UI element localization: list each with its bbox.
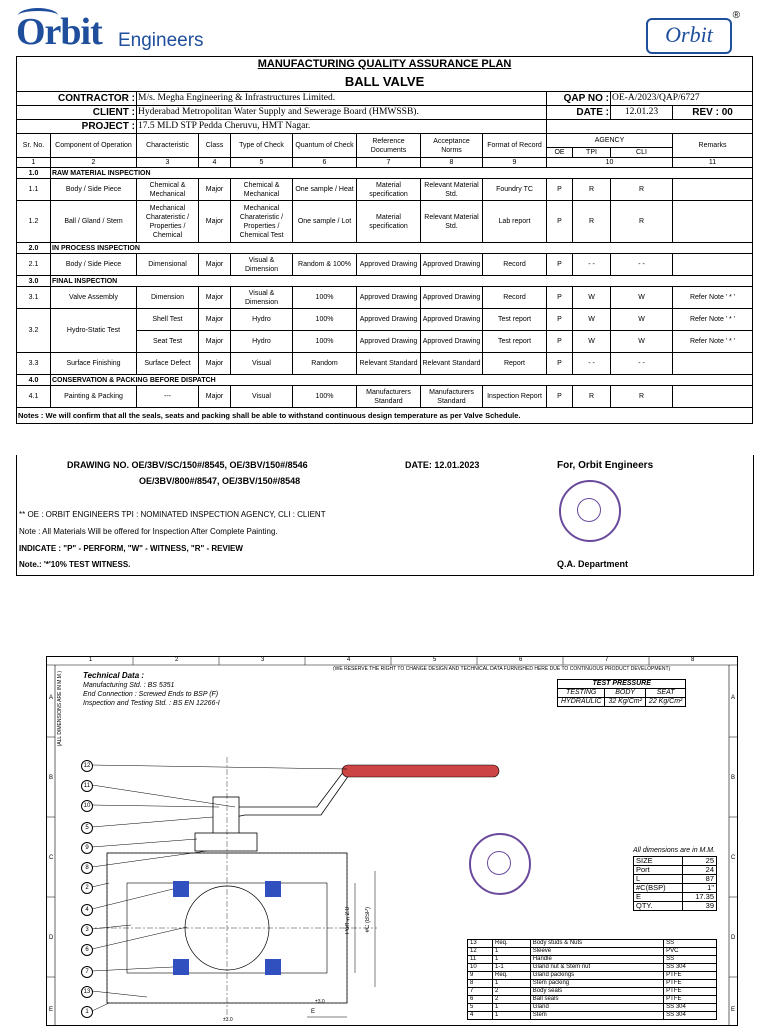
table-cell: Relevant Material Std. xyxy=(421,179,483,201)
table-cell: P xyxy=(547,309,573,331)
table-cell: 2.1 xyxy=(17,254,51,276)
table-cell: P xyxy=(547,254,573,276)
table-cell xyxy=(547,120,753,134)
table-cell: Manufacturers Standard xyxy=(421,386,483,408)
col-header: Component of Operation xyxy=(51,134,137,158)
table-cell: Major xyxy=(199,309,231,331)
table-cell: W xyxy=(573,287,611,309)
bill-of-materials xyxy=(467,939,717,1020)
table-cell: 25 xyxy=(683,857,717,866)
table-cell: Major xyxy=(199,179,231,201)
for-orbit: For, Orbit Engineers xyxy=(557,460,654,471)
table-cell: QTY. xyxy=(634,902,683,911)
part-callout: 6 xyxy=(81,944,93,956)
grid-label: 6 xyxy=(519,657,523,663)
date-value: 12.01.23 xyxy=(611,106,673,120)
table-cell: Body seals xyxy=(530,988,663,996)
table-cell: Test report xyxy=(483,331,547,353)
table-cell: Ball seals xyxy=(530,996,663,1004)
table-cell: Hydro-Static Test xyxy=(51,309,137,353)
l-tolerance: ±3.0 xyxy=(223,1017,233,1023)
table-cell: 32 Kg/Cm² xyxy=(605,698,645,707)
grid-label: D xyxy=(49,935,54,941)
part-callout: 8 xyxy=(81,862,93,874)
table-cell: 4.1 xyxy=(17,386,51,408)
table-cell: 87 xyxy=(683,875,717,884)
table-cell: 5 xyxy=(468,1004,493,1012)
table-cell: Relevant Material Std. xyxy=(421,201,483,243)
table-cell: Dimensional xyxy=(137,254,199,276)
col-number: 9 xyxy=(483,158,547,168)
table-cell: Major xyxy=(199,287,231,309)
rev-value: REV : 00 xyxy=(673,106,753,120)
table-cell: 100% xyxy=(293,331,357,353)
col-number: 6 xyxy=(293,158,357,168)
table-cell: --- xyxy=(137,386,199,408)
section-no: 3.0 xyxy=(17,276,51,287)
table-cell: P xyxy=(547,386,573,408)
part-callout: 13 xyxy=(81,986,93,998)
table-cell: 24 xyxy=(683,866,717,875)
table-cell: R xyxy=(611,179,673,201)
table-cell: R xyxy=(611,201,673,243)
date-label: DATE : xyxy=(547,106,611,120)
table-cell: Visual & Dimension xyxy=(231,254,293,276)
contractor-label: CONTRACTOR : xyxy=(17,92,137,106)
table-row xyxy=(17,179,753,201)
orbit-badge-logo: Orbit xyxy=(646,18,732,54)
orbit-stamp-drawing xyxy=(469,833,531,895)
table-cell: Hydro xyxy=(231,331,293,353)
col-header: Format of Record xyxy=(483,134,547,158)
tech-line: Manufacturing Std. : BS 5351 xyxy=(83,682,175,689)
table-cell: Approved Drawing xyxy=(357,287,421,309)
table-cell: 3.3 xyxy=(17,353,51,375)
table-cell: Major xyxy=(199,353,231,375)
col-number: 4 xyxy=(199,158,231,168)
table-cell: 1.2 xyxy=(17,201,51,243)
grid-label: C xyxy=(49,855,54,861)
table-cell: PTFE xyxy=(664,980,717,988)
table-cell: 17.35 xyxy=(683,893,717,902)
table-cell: - - xyxy=(573,353,611,375)
grid-label: B xyxy=(49,775,54,781)
table-cell: 2 xyxy=(492,988,530,996)
registered-mark: ® xyxy=(732,10,740,21)
table-cell: Ball / Gland / Stem xyxy=(51,201,137,243)
grid-label: A xyxy=(731,695,736,701)
table-cell: W xyxy=(611,287,673,309)
port-dim-label: Port ±2.0 xyxy=(345,907,351,935)
col-number: 7 xyxy=(357,158,421,168)
table-cell: L xyxy=(634,875,683,884)
abbreviations: ** OE : ORBIT ENGINEERS TPI : NOMINATED INSPECTION AGENCY, CLI : CLIENT xyxy=(19,510,326,519)
table-cell: 10 xyxy=(468,964,493,972)
table-cell: 8 xyxy=(468,980,493,988)
table-cell: Manufacturers Standard xyxy=(357,386,421,408)
table-cell: - - xyxy=(611,254,673,276)
table-cell: #C(BSP) xyxy=(634,884,683,893)
table-cell: 1 xyxy=(492,980,530,988)
table-cell: P xyxy=(547,353,573,375)
table-cell: 3.2 xyxy=(17,309,51,353)
part-callout: 7 xyxy=(81,966,93,978)
table-cell: P xyxy=(547,287,573,309)
table-cell: Handle xyxy=(530,956,663,964)
table-cell: 2 xyxy=(492,996,530,1004)
table-cell: Gland nut & Stem nut xyxy=(530,964,663,972)
table-cell: Gland xyxy=(530,1004,663,1012)
col-number: 5 xyxy=(231,158,293,168)
table-cell: Surface Defect xyxy=(137,353,199,375)
table-cell: 100% xyxy=(293,309,357,331)
table-cell: P xyxy=(547,331,573,353)
section-no: 1.0 xyxy=(17,168,51,179)
col-header: Sr. No. xyxy=(17,134,51,158)
qap-footer xyxy=(16,455,754,576)
table-cell: SS 304 xyxy=(664,964,717,972)
grid-label: C xyxy=(731,855,736,861)
grid-label: 7 xyxy=(605,657,609,663)
part-callout: 4 xyxy=(81,904,93,916)
table-cell: 11 xyxy=(468,956,493,964)
grid-label: 5 xyxy=(433,657,437,663)
table-cell: Random & 100% xyxy=(293,254,357,276)
table-cell: Approved Drawing xyxy=(421,331,483,353)
table-cell: Port xyxy=(634,866,683,875)
table-cell: Major xyxy=(199,201,231,243)
contractor-value: M/s. Megha Engineering & Infrastructures Limited. xyxy=(137,92,547,106)
table-cell xyxy=(673,201,753,243)
table-cell: R xyxy=(573,386,611,408)
qap-no-label: QAP NO : xyxy=(547,92,611,106)
table-cell: HYDRAULIC xyxy=(558,698,605,707)
table-cell: Hydro xyxy=(231,309,293,331)
col-header: Quantum of Check xyxy=(293,134,357,158)
col-header: Acceptance Norms xyxy=(421,134,483,158)
table-cell: Major xyxy=(199,254,231,276)
table-cell: 13 xyxy=(468,940,493,948)
reserve-note: (WE RESERVE THE RIGHT TO CHANGE DESIGN AND TECHNICAL DATA FURNISHED HERE DUE TO CONTINUOUS PRODUCT DEVELOPMENT) xyxy=(333,666,671,672)
col-header: Class xyxy=(199,134,231,158)
table-cell: Material specification xyxy=(357,201,421,243)
project-value: 17.5 MLD STP Pedda Cheruvu, HMT Nagar. xyxy=(137,120,547,134)
table-cell: 100% xyxy=(293,287,357,309)
section-no: 2.0 xyxy=(17,243,51,254)
table-cell: 1" xyxy=(683,884,717,893)
section-name: CONSERVATION & PACKING BEFORE DISPATCH xyxy=(51,375,753,386)
table-row xyxy=(17,386,753,408)
table-cell: Refer Note ' * ' xyxy=(673,331,753,353)
grid-label: A xyxy=(49,695,54,701)
col-number: 1 xyxy=(17,158,51,168)
table-cell: E xyxy=(634,893,683,902)
table-cell: Mechanical Charateristic / Properties / Chemical xyxy=(137,201,199,243)
part-callout: 5 xyxy=(81,822,93,834)
table-cell: Valve Assembly xyxy=(51,287,137,309)
table-cell: Chemical & Mechanical xyxy=(137,179,199,201)
col-header-agency: AGENCY xyxy=(547,134,673,148)
logo-word: Orbit xyxy=(16,11,102,53)
table-cell: 9 xyxy=(468,972,493,980)
qap-no-value: OE-A/2023/QAP/6727 xyxy=(611,92,753,106)
table-cell: Refer Note ' * ' xyxy=(673,287,753,309)
table-cell: Lab report xyxy=(483,201,547,243)
table-cell: 7 xyxy=(468,988,493,996)
col-header: Characteristic xyxy=(137,134,199,158)
table-cell: W xyxy=(611,331,673,353)
orbit-stamp xyxy=(559,480,621,542)
col-number: 10 xyxy=(547,158,673,168)
table-cell: W xyxy=(611,309,673,331)
qap-table xyxy=(16,56,753,424)
grid-label: D xyxy=(731,935,736,941)
drawing-no-2: OE/3BV/800#/8547, OE/3BV/150#/8548 xyxy=(139,476,301,486)
table-row xyxy=(17,201,753,243)
table-cell: W xyxy=(573,309,611,331)
table-row xyxy=(17,254,753,276)
table-cell: 12 xyxy=(468,948,493,956)
section-name: FINAL INSPECTION xyxy=(51,276,753,287)
table-cell: Inspection Report xyxy=(483,386,547,408)
tech-line: Inspection and Testing Std. : BS EN 12266-I xyxy=(83,700,220,707)
table-cell: Stem packing xyxy=(530,980,663,988)
table-cell: Relevant Standard xyxy=(421,353,483,375)
qap-subtitle: BALL VALVE xyxy=(17,71,753,92)
test-pressure-table xyxy=(557,679,686,707)
section-name: IN PROCESS INSPECTION xyxy=(51,243,753,254)
table-cell: One sample / Lot xyxy=(293,201,357,243)
table-cell: Body / Side Piece xyxy=(51,254,137,276)
table-cell: 1-1 xyxy=(492,964,530,972)
e-dim-label: E xyxy=(311,1009,316,1015)
table-cell: Major xyxy=(199,331,231,353)
test-pressure-title: TEST PRESSURE xyxy=(558,680,686,689)
table-cell: Relevant Standard xyxy=(357,353,421,375)
table-cell: PTFE xyxy=(664,988,717,996)
tech-line: End Connection : Screwed Ends to BSP (F) xyxy=(83,691,219,698)
col-number: 3 xyxy=(137,158,199,168)
table-cell: Random xyxy=(293,353,357,375)
table-cell: Material specification xyxy=(357,179,421,201)
part-callout: 1 xyxy=(81,1006,93,1018)
project-label: PROJECT : xyxy=(17,120,137,134)
table-cell xyxy=(673,254,753,276)
grid-label: 2 xyxy=(175,657,179,663)
table-cell: Visual xyxy=(231,353,293,375)
drawing-no-1: DRAWING NO. OE/3BV/SC/150#/8545, OE/3BV/150#/8546 xyxy=(67,460,308,470)
part-callout: 2 xyxy=(81,882,93,894)
table-cell: Major xyxy=(199,386,231,408)
table-cell: BODY xyxy=(605,689,645,698)
table-cell: R xyxy=(573,179,611,201)
col-header: Type of Check xyxy=(231,134,293,158)
table-cell: Record xyxy=(483,287,547,309)
table-cell: - - xyxy=(573,254,611,276)
logo-sub: Engineers xyxy=(118,30,204,51)
table-cell: Approved Drawing xyxy=(357,254,421,276)
part-callout: 11 xyxy=(81,780,93,792)
table-cell: Body studs & Nuts xyxy=(530,940,663,948)
table-cell: Surface Finishing xyxy=(51,353,137,375)
table-row xyxy=(17,287,753,309)
grid-label: 3 xyxy=(261,657,265,663)
table-cell: Req. xyxy=(492,940,530,948)
col-number: 2 xyxy=(51,158,137,168)
part-callout: 3 xyxy=(81,924,93,936)
table-cell: Shell Test xyxy=(137,309,199,331)
table-cell: Approved Drawing xyxy=(357,309,421,331)
table-cell: Sleeve xyxy=(530,948,663,956)
col-number: 11 xyxy=(673,158,753,168)
table-row xyxy=(17,309,753,331)
client-value: Hyderabad Metropolitan Water Supply and Sewerage Board (HMWSSB). xyxy=(137,106,547,120)
agency-col: OE xyxy=(547,148,573,158)
table-cell: PVC xyxy=(664,948,717,956)
table-cell xyxy=(673,179,753,201)
bsp-dim-label: #C (BSP) xyxy=(365,907,371,933)
table-cell: Gland packings xyxy=(530,972,663,980)
dimensions-table xyxy=(633,856,717,911)
table-cell: 6 xyxy=(468,996,493,1004)
col-header: Reference Documents xyxy=(357,134,421,158)
table-cell: Chemical & Mechanical xyxy=(231,179,293,201)
indicate-legend: INDICATE : "P" - PERFORM, "W" - WITNESS, "R" - REVIEW xyxy=(19,544,243,553)
grid-label: B xyxy=(731,775,736,781)
table-cell: 1 xyxy=(492,956,530,964)
agency-col: TPI xyxy=(573,148,611,158)
table-cell: Body / Side Piece xyxy=(51,179,137,201)
part-callout: 9 xyxy=(81,842,93,854)
table-cell: Approved Drawing xyxy=(421,287,483,309)
table-cell: R xyxy=(573,201,611,243)
table-cell: Approved Drawing xyxy=(357,331,421,353)
table-cell: PTFE xyxy=(664,972,717,980)
table-cell: Visual xyxy=(231,386,293,408)
table-cell: Visual & Dimension xyxy=(231,287,293,309)
table-cell: 1 xyxy=(492,1012,530,1020)
table-cell: SEAT xyxy=(645,689,685,698)
footer-note-2: Note.: '*'10% TEST WITNESS. xyxy=(19,560,131,569)
table-cell: Mechanical Charateristic / Properties / Chemical Test xyxy=(231,201,293,243)
table-cell: Foundry TC xyxy=(483,179,547,201)
footer-date: DATE: 12.01.2023 xyxy=(405,460,480,470)
agency-col: CLI xyxy=(611,148,673,158)
ball-valve-drawing xyxy=(46,656,738,1026)
table-cell: P xyxy=(547,201,573,243)
table-cell: Approved Drawing xyxy=(421,254,483,276)
table-cell: Report xyxy=(483,353,547,375)
col-number: 8 xyxy=(421,158,483,168)
table-cell: Dimension xyxy=(137,287,199,309)
table-cell: SS xyxy=(664,956,717,964)
client-label: CLIENT : xyxy=(17,106,137,120)
table-cell: Req. xyxy=(492,972,530,980)
table-cell: R xyxy=(611,386,673,408)
table-row xyxy=(17,353,753,375)
table-cell: 1.1 xyxy=(17,179,51,201)
grid-label: 4 xyxy=(347,657,351,663)
table-cell: 4 xyxy=(468,1012,493,1020)
footer-note: Note : All Materials Will be offered for Inspection After Complete Painting. xyxy=(19,527,278,536)
table-cell: Painting & Packing xyxy=(51,386,137,408)
table-cell: SIZE xyxy=(634,857,683,866)
table-cell: SS 304 xyxy=(664,1012,717,1020)
table-cell: One sample / Heat xyxy=(293,179,357,201)
table-cell: W xyxy=(573,331,611,353)
section-no: 4.0 xyxy=(17,375,51,386)
table-cell: PTFE xyxy=(664,996,717,1004)
table-cell: 100% xyxy=(293,386,357,408)
table-cell: 39 xyxy=(683,902,717,911)
table-cell: Stem xyxy=(530,1012,663,1020)
table-cell xyxy=(673,353,753,375)
grid-label: 1 xyxy=(89,657,93,663)
section-name: RAW MATERIAL INSPECTION xyxy=(51,168,753,179)
table-cell: 1 xyxy=(492,1004,530,1012)
qap-title: MANUFACTURING QUALITY ASSURANCE PLAN xyxy=(17,57,753,72)
table-cell: Record xyxy=(483,254,547,276)
qap-notes: Notes : We will confirm that all the seals, seats and packing shall be able to withstand continuous design temperature as per Valve Schedule. xyxy=(17,408,753,424)
col-header: Remarks xyxy=(673,134,753,158)
part-callout: 12 xyxy=(81,760,93,772)
e-tolerance: ±3.0 xyxy=(315,999,325,1005)
grid-label: 8 xyxy=(691,657,695,663)
part-callout: 10 xyxy=(81,800,93,812)
table-cell: Test report xyxy=(483,309,547,331)
table-cell: 3.1 xyxy=(17,287,51,309)
qa-department: Q.A. Department xyxy=(557,559,629,569)
table-cell: 22 Kg/Cm² xyxy=(645,698,685,707)
table-cell: Seat Test xyxy=(137,331,199,353)
table-cell: P xyxy=(547,179,573,201)
table-cell: SS 304 xyxy=(664,1004,717,1012)
grid-label: E xyxy=(731,1007,736,1013)
table-cell xyxy=(673,386,753,408)
table-cell: Approved Drawing xyxy=(421,309,483,331)
table-cell: SS xyxy=(664,940,717,948)
table-cell: TESTING xyxy=(558,689,605,698)
side-note: (ALL DIMENSIONS ARE IN M.M.) xyxy=(57,671,63,747)
dims-note: All dimensions are in M.M. xyxy=(633,847,716,854)
table-cell: - - xyxy=(611,353,673,375)
grid-label: E xyxy=(49,1007,54,1013)
table-cell: 1 xyxy=(492,948,530,956)
tech-data-title: Technical Data : xyxy=(83,671,145,680)
table-cell: Refer Note ' * ' xyxy=(673,309,753,331)
